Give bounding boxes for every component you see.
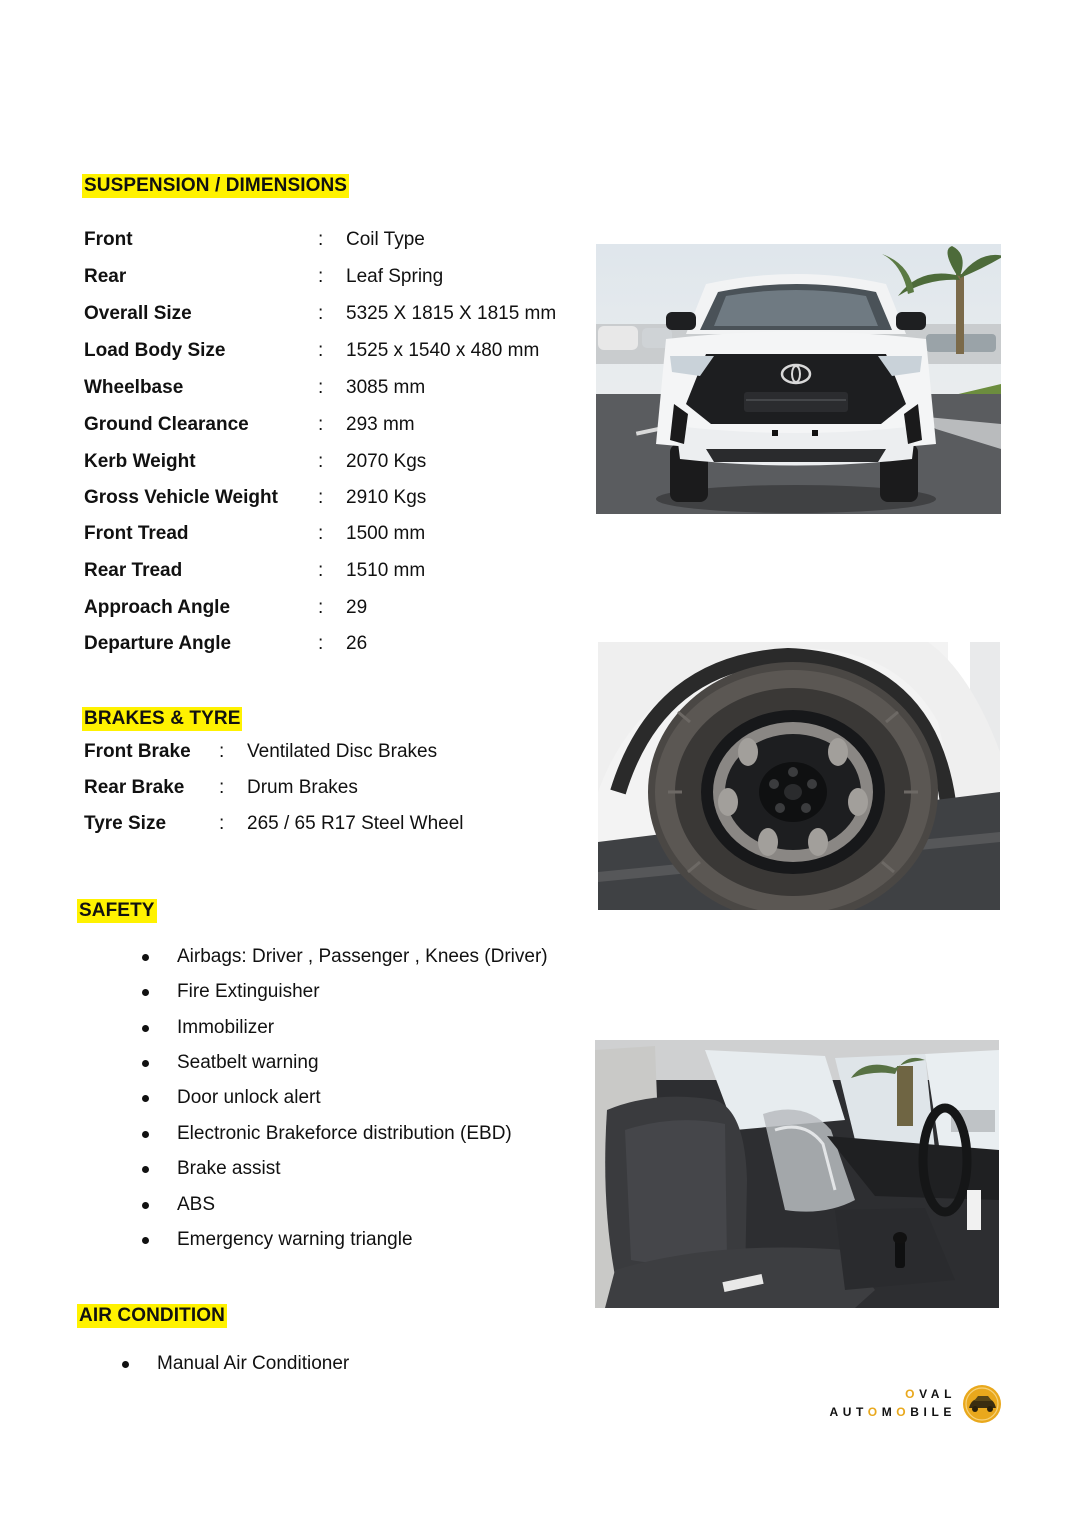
list-item-text: Seatbelt warning <box>177 1052 319 1073</box>
spec-label: Rear Tread <box>84 560 183 581</box>
spec-separator: : <box>318 377 324 398</box>
spec-value: Leaf Spring <box>346 266 444 287</box>
spec-separator: : <box>318 414 324 435</box>
spec-value: 1500 mm <box>346 523 426 544</box>
spec-separator: : <box>318 560 324 581</box>
spec-value: Coil Type <box>346 229 425 250</box>
logo-letter: A <box>930 1387 945 1401</box>
spec-value: Drum Brakes <box>247 777 358 798</box>
spec-label: Rear Brake <box>84 777 185 798</box>
list-item-text: Fire Extinguisher <box>177 981 320 1002</box>
bullet-icon <box>122 1361 129 1368</box>
bullet-icon <box>142 1095 149 1102</box>
spec-label: Rear <box>84 266 127 287</box>
spec-separator: : <box>318 266 324 287</box>
spec-value: 265 / 65 R17 Steel Wheel <box>247 813 464 834</box>
list-item-text: Electronic Brakeforce distribution (EBD) <box>177 1123 512 1144</box>
spec-separator: : <box>219 741 225 762</box>
spec-value: Ventilated Disc Brakes <box>247 741 438 762</box>
vehicle-front-photo <box>596 244 1001 514</box>
list-item-text: Door unlock alert <box>177 1087 321 1108</box>
spec-separator: : <box>318 303 324 324</box>
spec-value: 2070 Kgs <box>346 451 427 472</box>
spec-separator: : <box>318 633 324 654</box>
interior-photo <box>595 1040 999 1308</box>
spec-separator: : <box>318 340 324 361</box>
spec-label: Ground Clearance <box>84 414 249 435</box>
logo-letter: O <box>905 1387 920 1401</box>
spec-value: 26 <box>346 633 368 654</box>
bullet-icon <box>142 1131 149 1138</box>
spec-label: Kerb Weight <box>84 451 196 472</box>
bullet-icon <box>142 1166 149 1173</box>
list-item-text: Manual Air Conditioner <box>157 1353 350 1374</box>
spec-label: Tyre Size <box>84 813 167 834</box>
spec-label: Load Body Size <box>84 340 226 361</box>
spec-separator: : <box>318 487 324 508</box>
logo-letter: A <box>829 1405 843 1419</box>
spec-label: Gross Vehicle Weight <box>84 487 278 508</box>
spec-value: 5325 X 1815 X 1815 mm <box>346 303 557 324</box>
spec-label: Front Brake <box>84 741 191 762</box>
list-item-text: Airbags: Driver , Passenger , Knees (Driver) <box>177 946 548 967</box>
spec-separator: : <box>219 813 225 834</box>
spec-separator: : <box>318 229 324 250</box>
bullet-icon <box>142 989 149 996</box>
spec-separator: : <box>318 451 324 472</box>
logo-car-badge-icon <box>962 1384 1002 1424</box>
spec-separator: : <box>318 597 324 618</box>
spec-value: 3085 mm <box>346 377 426 398</box>
spec-separator: : <box>219 777 225 798</box>
air-condition-heading: AIR CONDITION <box>79 1305 225 1326</box>
list-item-text: ABS <box>177 1194 216 1215</box>
spec-value: 1510 mm <box>346 560 426 581</box>
bullet-icon <box>142 1025 149 1032</box>
safety-heading: SAFETY <box>79 900 155 921</box>
bullet-icon <box>142 954 149 961</box>
bullet-icon <box>142 1237 149 1244</box>
spec-value: 1525 x 1540 x 480 mm <box>346 340 540 361</box>
spec-label: Wheelbase <box>84 377 184 398</box>
logo-letter: L <box>944 1387 956 1401</box>
list-item-text: Immobilizer <box>177 1017 275 1038</box>
logo-letter: U <box>842 1405 857 1419</box>
logo-letter: L <box>931 1405 944 1419</box>
list-item-text: Emergency warning triangle <box>177 1229 413 1250</box>
bullet-icon <box>142 1060 149 1067</box>
spec-value: 29 <box>346 597 368 618</box>
spec-label: Approach Angle <box>84 597 231 618</box>
oval-automobile-logo <box>829 1384 1002 1424</box>
list-item-text: Brake assist <box>177 1158 281 1179</box>
wheel-photo <box>598 642 1000 910</box>
brakes-heading: BRAKES & TYRE <box>84 708 241 729</box>
logo-letter: I <box>923 1405 932 1419</box>
spec-value: 293 mm <box>346 414 415 435</box>
suspension-heading: SUSPENSION / DIMENSIONS <box>84 175 348 196</box>
spec-label: Overall Size <box>84 303 192 324</box>
logo-letter: B <box>910 1405 924 1419</box>
logo-letter: E <box>943 1405 956 1419</box>
spec-label: Departure Angle <box>84 633 232 654</box>
logo-letter: T <box>856 1405 868 1419</box>
logo-wordmark-bottom <box>829 1405 956 1419</box>
logo-letter: V <box>919 1387 931 1401</box>
spec-separator: : <box>318 523 324 544</box>
logo-letter: O <box>867 1405 882 1419</box>
spec-label: Front Tread <box>84 523 189 544</box>
spec-value: 2910 Kgs <box>346 487 427 508</box>
logo-letter: O <box>896 1405 911 1419</box>
bullet-icon <box>142 1202 149 1209</box>
logo-letter: M <box>881 1405 897 1419</box>
spec-label: Front <box>84 229 133 250</box>
logo-wordmark-top <box>905 1387 956 1401</box>
